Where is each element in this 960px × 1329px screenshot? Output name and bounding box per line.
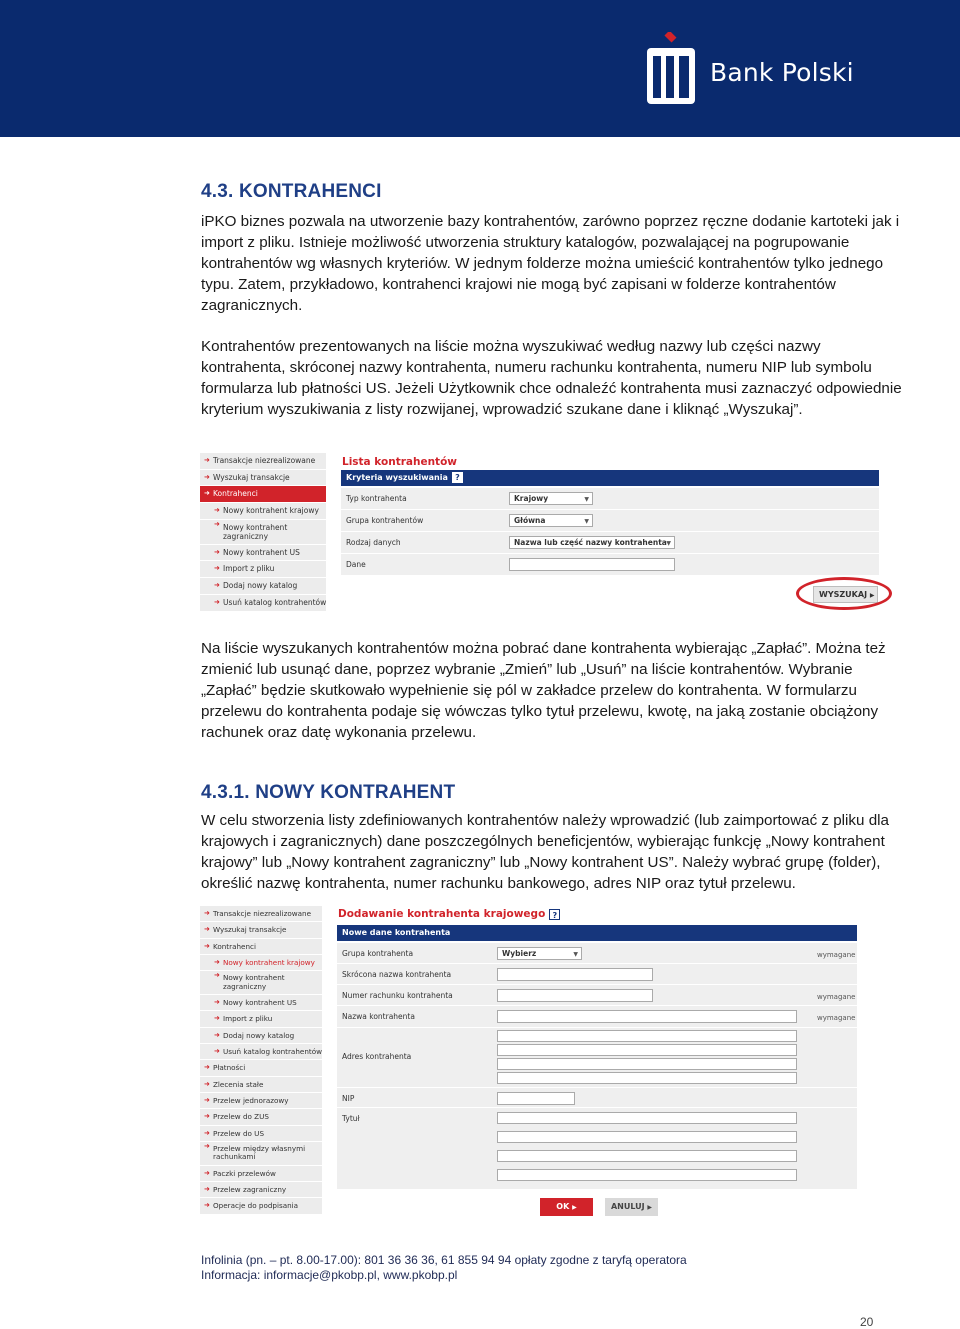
group-select[interactable]: Wybierz ▼ <box>497 947 582 960</box>
cancel-button[interactable]: ANULUJ ▶ <box>605 1198 658 1216</box>
address-line-3[interactable] <box>497 1058 797 1070</box>
section-heading: 4.3. KONTRAHENCI <box>201 181 382 202</box>
group-select[interactable]: Główna ▼ <box>509 514 593 527</box>
form-row: Grupa kontrahenta Wybierz ▼ wymagane <box>337 943 857 964</box>
form-row: Numer rachunku kontrahenta wymagane <box>337 985 857 1006</box>
menu-item[interactable]: ➜ Kontrahenci <box>200 939 322 955</box>
menu-item[interactable]: ➜ Zlecenia stałe <box>200 1077 322 1093</box>
brand-name: Bank Polski <box>710 58 854 87</box>
menu-item[interactable]: ➜ Przelew jednorazowy <box>200 1093 322 1109</box>
short-name-input[interactable] <box>497 968 653 981</box>
data-type-select[interactable]: Nazwa lub część nazwy kontrahenta ▼ <box>509 536 675 549</box>
form-row: Nazwa kontrahenta wymagane <box>337 1006 857 1028</box>
paragraph-new-contractor: W celu stworzenia listy zdefiniowanych kontrahentów należy wprowadzić (lub zaimportować z pliku dla krajowych i zagranicznych) dane poszczególnych beneficjentów, wybierając funkcję „Nowy kontrahent krajowy” lub „Nowy kontrahent zagraniczny” lub „Nowy kontrahent US”. Należy wybrać grupę (folder), określić nazwę kontrahenta, numer rachunku bankowego, adres NIP oraz tytuł przelewu. <box>201 812 889 892</box>
menu-item[interactable]: ➜ Paczki przelewów <box>200 1166 322 1182</box>
chevron-down-icon: ▼ <box>573 951 578 958</box>
menu-item[interactable]: ➜ Nowy kontrahent krajowy <box>200 503 326 520</box>
address-line-1[interactable] <box>497 1030 797 1042</box>
title-line-3[interactable] <box>497 1150 797 1162</box>
menu-item-active[interactable]: ➜ Nowy kontrahent krajowy <box>200 955 322 971</box>
menu-item[interactable]: ➜ Transakcje niezrealizowane <box>200 453 326 470</box>
search-button[interactable]: WYSZUKAJ ▶ <box>813 586 878 603</box>
menu-item[interactable]: ➜ Usuń katalog kontrahentów <box>200 1044 322 1060</box>
subsection-heading: 4.3.1. NOWY KONTRAHENT <box>201 782 456 803</box>
page-header <box>0 0 960 137</box>
ok-button[interactable]: OK ▶ <box>540 1198 593 1216</box>
paragraph-intro: iPKO biznes pozwala na utworzenie bazy kontrahentów, zarówno poprzez ręczne dodanie kartoteki jak i import z pliku. Istnieje możliwość utworzenia struktury katalogów, pozwalającej na pogrupowanie kontrahentów wg własnych kryteriów. W jednym folderze można umieścić kontrahentów tylko jednego typu. Zatem, przykładowo, kontrahenci krajowi nie mogą być zapisani w folderze kontrahentów zagranicznych. <box>201 213 900 314</box>
footer-info: Informacja: informacje@pkobp.pl, www.pkobp.pl <box>201 1268 458 1282</box>
menu-item-active[interactable]: ➜ Kontrahenci <box>200 486 326 503</box>
new-data-bar: Nowe dane kontrahenta <box>337 925 857 941</box>
chevron-down-icon: ▼ <box>584 518 589 525</box>
name-input[interactable] <box>497 1010 797 1023</box>
menu-item[interactable]: ➜ Dodaj nowy katalog <box>200 578 326 595</box>
form-row: Tytuł <box>337 1108 857 1190</box>
paragraph-search: Kontrahentów prezentowanych na liście można wyszukiwać według nazwy lub części nazwy kontrahenta, skróconej nazwy kontrahenta, numeru rachunku kontrahenta, numeru NIP lub symbolu formularza lub płatności US. Jeżeli Użytkownik chce odnaleźć kontrahenta musi zaznaczyć odpowiednie kryterium wyszukiwania z listy rozwijanej, wprowadzić szukane dane i kliknąć „Wyszukaj”. <box>201 338 902 418</box>
form-row: NIP <box>337 1088 857 1108</box>
chevron-down-icon: ▼ <box>666 540 671 547</box>
chevron-down-icon: ▼ <box>584 496 589 503</box>
page-number: 20 <box>860 1315 874 1329</box>
highlight-ring <box>796 577 892 610</box>
form-row: Typ kontrahenta Krajowy ▼ <box>341 488 879 510</box>
menu-item[interactable]: ➜ Nowy kontrahent zagraniczny <box>200 520 326 545</box>
title-line-4[interactable] <box>497 1169 797 1181</box>
paragraph-pay: Na liście wyszukanych kontrahentów można pobrać dane kontrahenta wybierając „Zapłać”. Można też zmienić lub usunąć dane, poprzez wybranie „Zmień” lub „Usuń” na liście kontrahentów. Wybranie „Zapłać” będzie skutkowało wypełnienie się pól w zakładce przelew do kontrahenta. W formularzu przelewu do kontrahenta podaje się wówczas tylko tytuł przelewu, kwotę, na jaką zostanie obciążony rachunek oraz datę wykonania przelewu. <box>201 640 886 741</box>
menu-item[interactable]: ➜ Wyszukaj transakcje <box>200 922 322 938</box>
menu-item[interactable]: ➜ Przelew zagraniczny <box>200 1182 322 1198</box>
menu-item[interactable]: ➜ Operacje do podpisania <box>200 1198 322 1214</box>
menu-item[interactable]: ➜ Nowy kontrahent US <box>200 545 326 562</box>
menu-item[interactable]: ➜ Przelew do US <box>200 1126 322 1142</box>
pko-logo-icon <box>645 32 697 106</box>
help-icon[interactable]: ? <box>549 909 560 920</box>
address-line-2[interactable] <box>497 1044 797 1056</box>
panel-title: Lista kontrahentów <box>342 456 457 468</box>
title-line-2[interactable] <box>497 1131 797 1143</box>
menu-item[interactable]: ➜ Import z pliku <box>200 1011 322 1027</box>
address-line-4[interactable] <box>497 1072 797 1084</box>
menu-item[interactable]: ➜ Import z pliku <box>200 561 326 578</box>
form-row: Rodzaj danych Nazwa lub część nazwy kontrahenta ▼ <box>341 532 879 554</box>
menu-item[interactable]: ➜ Transakcje niezrealizowane <box>200 906 322 922</box>
form-row: Grupa kontrahentów Główna ▼ <box>341 510 879 532</box>
help-icon[interactable]: ? <box>452 472 463 483</box>
form-row: Adres kontrahenta <box>337 1028 857 1088</box>
menu-item[interactable]: ➜ Nowy kontrahent US <box>200 995 322 1011</box>
menu-item[interactable]: ➜ Przelew między własnymi rachunkami <box>200 1142 322 1166</box>
menu-item[interactable]: ➜ Płatności <box>200 1060 322 1076</box>
title-line-1[interactable] <box>497 1112 797 1124</box>
panel-title: Dodawanie kontrahenta krajowego ? <box>338 908 560 920</box>
menu-item[interactable]: ➜ Dodaj nowy katalog <box>200 1028 322 1044</box>
footer-hotline: Infolinia (pn. – pt. 8.00-17.00): 801 36 36 36, 61 855 94 94 opłaty zgodne z taryfą operatora <box>201 1253 687 1267</box>
menu-item[interactable]: ➜ Wyszukaj transakcje <box>200 470 326 487</box>
side-menu <box>200 453 326 612</box>
form-row: Skrócona nazwa kontrahenta <box>337 964 857 985</box>
menu-item[interactable]: ➜ Usuń katalog kontrahentów <box>200 595 326 612</box>
add-contractor-screenshot <box>200 906 860 1218</box>
criteria-bar: Kryteria wyszukiwania ? <box>341 470 879 486</box>
account-number-input[interactable] <box>497 989 653 1002</box>
type-select[interactable]: Krajowy ▼ <box>509 492 593 505</box>
search-contractors-screenshot <box>200 453 900 618</box>
form-row: Dane <box>341 554 879 576</box>
menu-item[interactable]: ➜ Przelew do ZUS <box>200 1109 322 1125</box>
menu-item[interactable]: ➜ Nowy kontrahent zagraniczny <box>200 971 322 995</box>
data-input[interactable] <box>509 558 675 571</box>
side-menu <box>200 906 322 1215</box>
nip-input[interactable] <box>497 1092 575 1105</box>
